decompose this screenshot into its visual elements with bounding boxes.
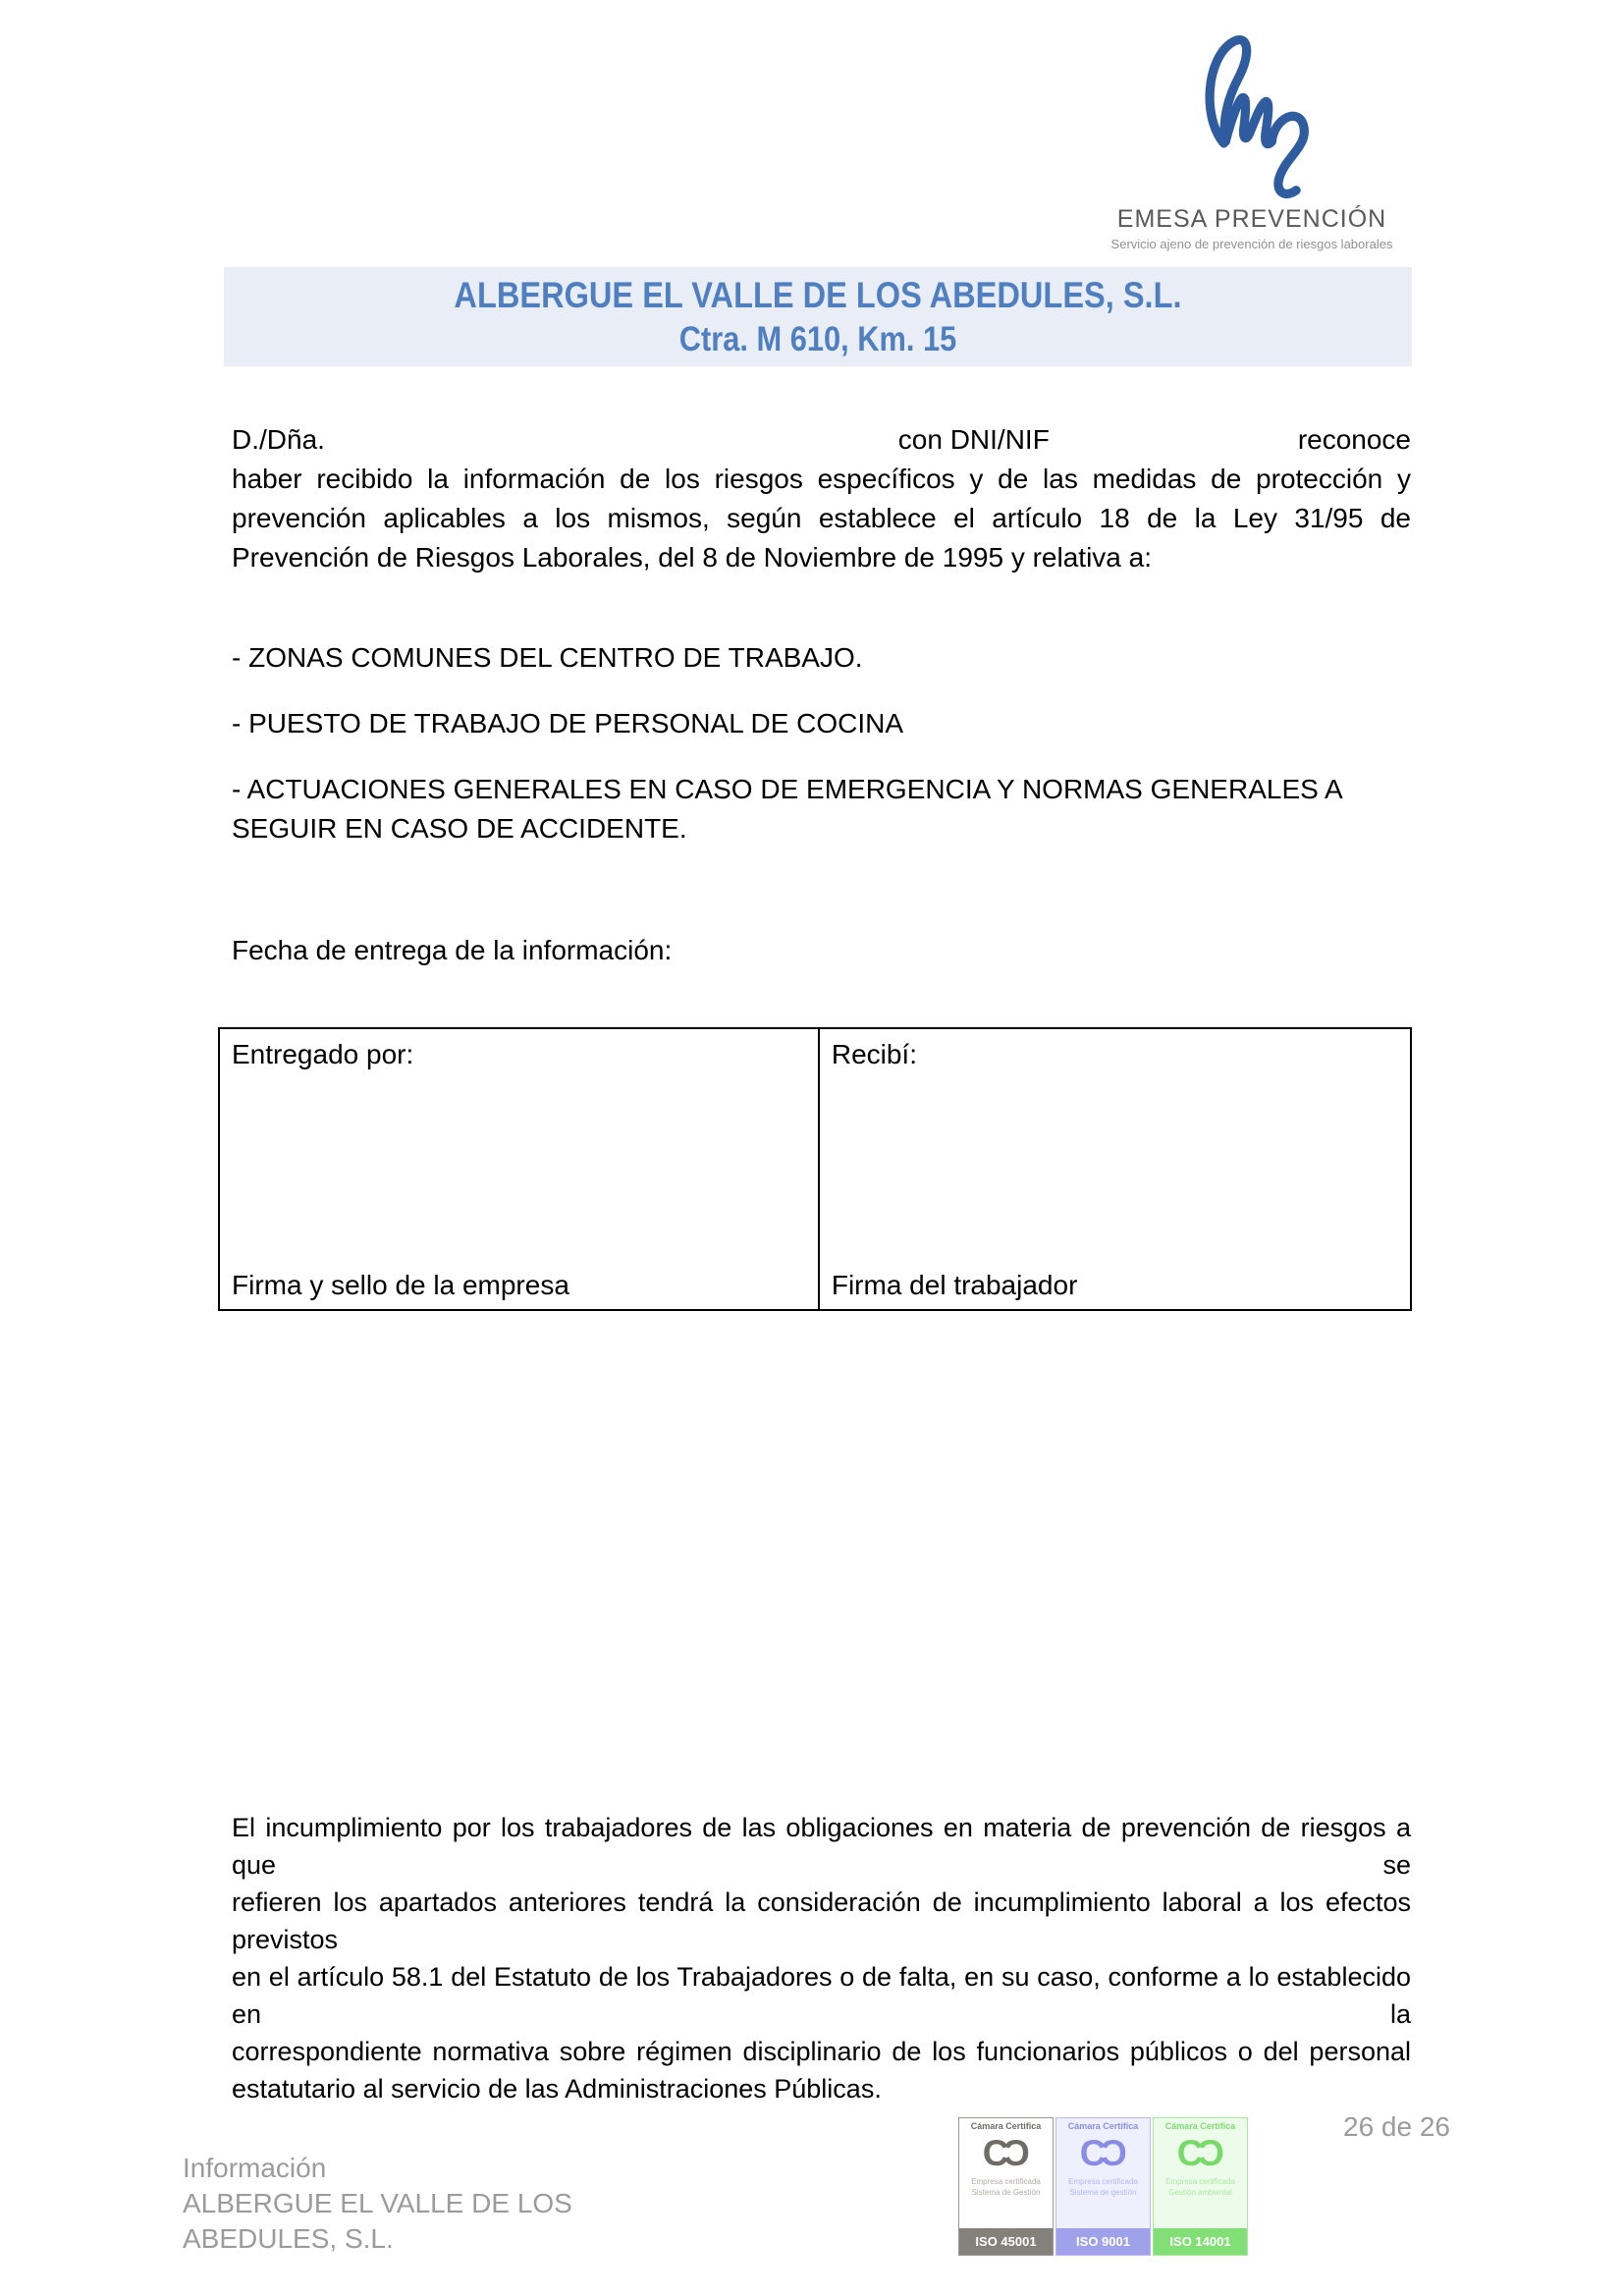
fecha-entrega-label: Fecha de entrega de la información: <box>232 935 673 965</box>
cert-badge-iso-45001 <box>958 2117 1054 2256</box>
certification-badges <box>958 2117 1248 2256</box>
legal-line-4: correspondiente normativa sobre régimen disciplinario de los funcionarios públicos o del personal <box>232 2037 1411 2066</box>
legal-paragraph <box>232 1809 1411 2107</box>
intro-line-4: Prevención de Riesgos Laborales, del 8 de Noviembre de 1995 y relativa a: <box>232 542 1153 573</box>
brand-tagline: Servicio ajeno de prevención de riesgos laborales <box>1110 237 1393 251</box>
entregado-por-label: Entregado por: <box>232 1039 414 1069</box>
risk-item-puesto-cocina: - PUESTO DE TRABAJO DE PERSONAL DE COCINA <box>232 708 904 738</box>
banner-company-address: Ctra. M 610, Km. 15 <box>678 319 957 358</box>
badge-subtext-2: Gestión ambiental <box>1168 2188 1232 2197</box>
entregado-cell <box>220 1029 820 1309</box>
badge-subtext-2: Sistema de gestión <box>1069 2188 1137 2197</box>
footer-document-info <box>183 2151 634 2257</box>
intro-paragraph <box>232 420 1411 577</box>
badge-subtext-1: Empresa certificada <box>1165 2177 1235 2186</box>
dni-nif-label: con DNI/NIF <box>897 424 1050 455</box>
camara-certifica-icon: C C <box>982 2133 1030 2173</box>
emesa-logo <box>1095 27 1409 251</box>
page-number: 26 de 26 <box>1343 2111 1450 2142</box>
signature-table <box>218 1027 1412 1311</box>
iso-45001-band: ISO 45001 <box>959 2228 1053 2255</box>
cert-badge-iso-14001 <box>1153 2117 1248 2256</box>
risk-items <box>232 638 1411 875</box>
recibi-cell <box>820 1029 1410 1309</box>
company-banner <box>224 267 1412 366</box>
intro-line-2: haber recibido la información de los riesgos específicos y de las medidas de protección y <box>232 464 1411 494</box>
banner-company-name: ALBERGUE EL VALLE DE LOS ABEDULES, S.L. <box>454 274 1182 315</box>
cert-badge-iso-9001 <box>1055 2117 1151 2256</box>
footer-doc-type: Información <box>183 2153 327 2183</box>
reconoce-label: reconoce <box>1297 424 1411 455</box>
badge-subtext-2: Sistema de Gestión <box>971 2188 1041 2197</box>
footer-company-line-2: ABEDULES, S.L. <box>183 2223 394 2254</box>
badge-subtext-1: Empresa certificada <box>1068 2177 1138 2186</box>
legal-line-2: refieren los apartados anteriores tendrá la consideración de incumplimiento laboral a los efectos previstos <box>232 1887 1411 1954</box>
badge-header: Cámara Certifica <box>970 2121 1042 2131</box>
brand-name: EMESA PREVENCIÓN <box>1116 205 1387 233</box>
camara-certifica-icon: C C <box>1079 2133 1127 2173</box>
legal-line-3: en el artículo 58.1 del Estatuto de los Trabajadores o de falta, en su caso, conforme a lo establecido en la <box>232 1962 1411 2029</box>
intro-line-1 <box>232 420 1411 460</box>
footer-company-line-1: ALBERGUE EL VALLE DE LOS <box>183 2188 572 2218</box>
badge-header: Cámara Certifica <box>1164 2121 1236 2131</box>
risk-item-zonas-comunes: - ZONAS COMUNES DEL CENTRO DE TRABAJO. <box>232 642 863 673</box>
legal-line-1: El incumplimiento por los trabajadores de las obligaciones en materia de prevención de riesgos a que se <box>232 1813 1411 1880</box>
recibi-label: Recibí: <box>831 1039 917 1069</box>
legal-line-5: estatutario al servicio de las Administraciones Públicas. <box>232 2074 882 2104</box>
badge-subtext-1: Empresa certificada <box>971 2177 1041 2186</box>
dna-label: D./Dña. <box>232 424 325 455</box>
badge-header: Cámara Certifica <box>1067 2121 1139 2131</box>
iso-14001-band: ISO 14001 <box>1154 2228 1247 2255</box>
firma-empresa-label: Firma y sello de la empresa <box>232 1270 569 1300</box>
firma-trabajador-label: Firma del trabajador <box>831 1270 1078 1300</box>
camara-certifica-icon: C C <box>1176 2133 1224 2173</box>
intro-line-3: prevención aplicables a los mismos, según establece el artículo 18 de la Ley 31/95 de <box>232 503 1411 533</box>
emesa-monogram-icon <box>1178 27 1325 199</box>
iso-9001-band: ISO 9001 <box>1056 2228 1150 2255</box>
risk-item-actuaciones-emergencia: - ACTUACIONES GENERALES EN CASO DE EMERGENCIA Y NORMAS GENERALES A SEGUIR EN CASO DE ACCIDENTE. <box>232 774 1342 844</box>
